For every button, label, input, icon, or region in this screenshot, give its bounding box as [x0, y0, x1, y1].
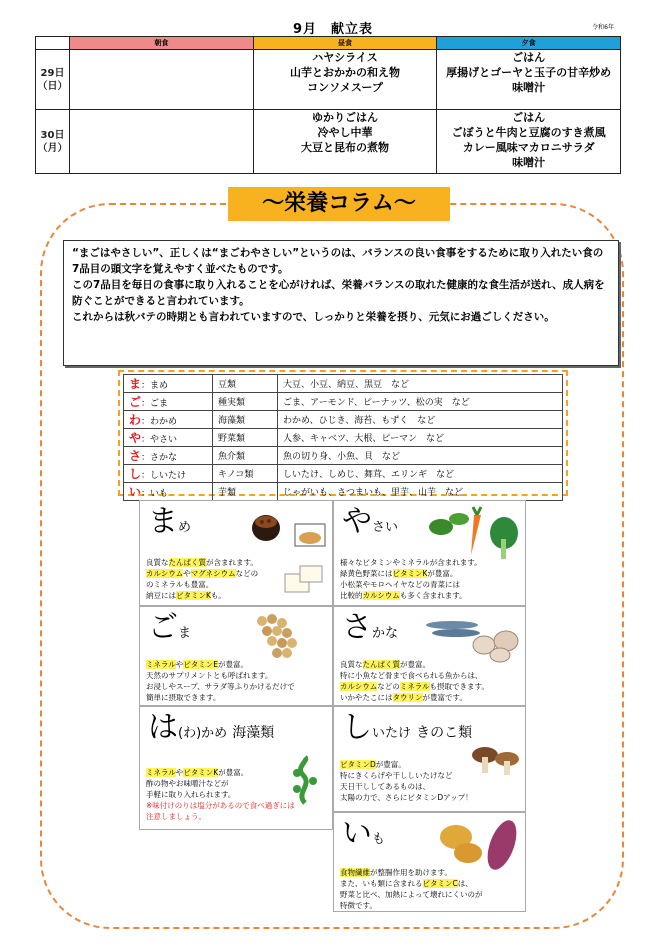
card-text-segment: 良質な	[146, 558, 169, 567]
card-heading	[148, 504, 192, 539]
card-text	[146, 557, 258, 601]
card-text-segment: 酢の物やお味噌汁などが	[146, 779, 229, 788]
card-line	[340, 670, 489, 681]
card-line	[340, 867, 483, 878]
card-text-segment: 比較的	[340, 591, 363, 600]
dish: 味噌汁	[512, 156, 546, 169]
card-text-segment: が含まれます。	[206, 558, 258, 567]
card-text	[146, 767, 295, 822]
dish: コンソメスープ	[307, 81, 383, 94]
card-line	[340, 878, 483, 889]
card-text-segment: 天日干ししてあるものは、	[340, 782, 430, 791]
card-line	[146, 789, 295, 800]
lunch-cell	[253, 50, 437, 110]
guide-examples: 人参、キャベツ、大根、ピーマン など	[278, 429, 563, 447]
card-text-segment: が豊富。	[375, 760, 406, 769]
card-text-segment: 小松菜やモロヘイヤなどの青菜には	[340, 580, 460, 589]
day: 30日	[40, 129, 65, 141]
breakfast-cell	[70, 110, 254, 174]
card-text-segment: も摂取できます。	[429, 682, 489, 691]
fish-shellfish-icon	[422, 611, 522, 663]
card-line	[340, 681, 489, 692]
card-line	[146, 579, 258, 590]
breakfast-header: 朝食	[70, 37, 254, 50]
guide-category: 豆類	[213, 375, 278, 393]
dish: カレー風味マカロニサラダ	[462, 141, 595, 154]
menu-row	[36, 50, 621, 110]
highlighted-nutrient: ビタミンD	[340, 760, 376, 769]
highlighted-nutrient: ミネラル	[146, 768, 176, 777]
lunch-header: 昼食	[253, 37, 437, 50]
guide-row	[124, 429, 563, 447]
card-heading	[342, 710, 473, 745]
guide-row	[124, 447, 563, 465]
dish: 厚揚げとゴーヤと玉子の甘辛炒め	[446, 66, 612, 79]
card-initial: ま	[148, 504, 178, 539]
guide-keyword: わ：わかめ	[124, 411, 213, 429]
guide-keyword: さ：さかな	[124, 447, 213, 465]
card-text-segment: また、いも類に含まれる	[340, 879, 423, 888]
dinner-cell	[437, 50, 621, 110]
card-sakana	[333, 606, 526, 706]
guide-initial: わ	[129, 413, 142, 427]
guide-initial: ま	[129, 377, 142, 391]
card-rest: め	[178, 520, 192, 535]
card-mame	[139, 500, 333, 606]
card-line	[146, 692, 295, 703]
guide-category: 魚介類	[213, 447, 278, 465]
card-line	[146, 778, 295, 789]
breakfast-cell	[70, 50, 254, 110]
guide-category: キノコ類	[213, 465, 278, 483]
card-text-segment: 特徴です。	[340, 901, 377, 910]
card-rest: も	[372, 832, 386, 847]
card-line	[146, 659, 295, 670]
card-text-segment: が豊富です。	[422, 693, 467, 702]
card-text-segment: や	[175, 660, 184, 669]
card-category: 海藻類	[232, 725, 275, 741]
card-line	[340, 792, 473, 803]
card-text-segment: が豊富。	[218, 768, 249, 777]
card-line	[340, 692, 489, 703]
highlighted-nutrient: マグネシウム	[190, 569, 236, 578]
vegetables-icon	[419, 505, 524, 561]
date-cell	[36, 50, 70, 110]
date-header	[36, 37, 70, 50]
weekday: （月）	[37, 142, 68, 154]
dish: 味噌汁	[512, 81, 546, 94]
highlighted-nutrient: ミネラル	[399, 682, 430, 691]
card-yasai	[333, 500, 526, 606]
card-text-segment: 簡単に摂取できます。	[146, 693, 221, 702]
highlighted-nutrient: ビタミンC	[422, 879, 458, 888]
card-text	[340, 867, 483, 911]
card-line	[340, 579, 482, 590]
highlighted-nutrient: ビタミンK	[392, 569, 428, 578]
card-text	[340, 659, 489, 703]
card-text-segment: などの	[235, 569, 259, 578]
card-heading	[342, 610, 399, 645]
card-line	[340, 781, 473, 792]
card-line	[340, 889, 483, 900]
card-text-segment: や	[183, 569, 191, 578]
warning-text: ※味付けのりは塩分があるので食べ過ぎには	[146, 801, 295, 810]
dinner-cell	[437, 110, 621, 174]
column-textbox	[63, 240, 619, 366]
guide-examples: 魚の切り身、小魚、貝 など	[278, 447, 563, 465]
card-initial: ご	[148, 610, 178, 645]
guide-keyword: ま：まめ	[124, 375, 213, 393]
card-line	[146, 811, 295, 822]
highlighted-nutrient: たんぱく質	[362, 660, 400, 669]
card-text-segment: は、	[457, 879, 473, 888]
card-line	[340, 759, 473, 770]
weekday: （日）	[37, 80, 68, 92]
dinner-header: 夕食	[437, 37, 621, 50]
potato-sweetpotato-icon	[434, 817, 524, 873]
card-rest: ま	[178, 626, 192, 641]
dish: ゆかりごはん	[311, 111, 378, 124]
highlighted-nutrient: カルシウム	[362, 591, 400, 600]
card-line	[146, 670, 295, 681]
card-line	[340, 590, 482, 601]
guide-initial: さ	[129, 449, 142, 463]
guide-keyword: し：しいたけ	[124, 465, 213, 483]
lunch-cell	[253, 110, 437, 174]
card-text-segment: お浸しやスープ、サラダ等ふりかけるだけで	[146, 682, 295, 691]
dish: ハヤシライス	[312, 51, 378, 64]
card-heading	[342, 504, 399, 539]
card-line	[340, 900, 483, 911]
card-initial: し	[342, 710, 372, 745]
card-imo	[333, 812, 526, 912]
guide-initial: や	[129, 431, 142, 445]
guide-category: 野菜類	[213, 429, 278, 447]
card-category: きのこ類	[416, 725, 473, 741]
card-line	[146, 767, 295, 778]
card-goma	[139, 606, 333, 706]
highlighted-nutrient: たんぱく質	[168, 558, 206, 567]
guide-category: 種実類	[213, 393, 278, 411]
era-label: 令和6年	[592, 24, 614, 31]
card-text-segment: 太陽の力で、さらにビタミンDアップ！	[340, 793, 473, 802]
card-initial: や	[342, 504, 372, 539]
dish: 大豆と昆布の煮物	[300, 141, 389, 154]
guide-row	[124, 393, 563, 411]
card-initial: い	[342, 816, 372, 851]
card-initial: は	[148, 710, 178, 745]
card-line	[146, 681, 295, 692]
card-text-segment: 特にきくらげや干ししいたけなど	[340, 771, 453, 780]
highlighted-nutrient: 食物繊維	[340, 868, 370, 877]
card-text-segment: が豊富。	[218, 660, 249, 669]
guide-examples: ごま、アーモンド、ピーナッツ、松の実 など	[278, 393, 563, 411]
warning-text: 注意しましょう。	[146, 812, 206, 821]
dish: ごはん	[512, 51, 546, 64]
sesame-icon	[242, 609, 322, 663]
card-rest: いたけ	[372, 726, 412, 741]
card-text-segment: も。	[210, 591, 226, 600]
card-text-segment: 手軽に取り入れられます。	[146, 790, 236, 799]
card-text-segment: が豊富。	[400, 660, 430, 669]
column-paragraph: この7品目を毎日の食事に取り入れることを心がければ、栄養バランスの取れた健康的な食生活が送れ、成人病を防ぐことができると言われています。	[72, 279, 605, 307]
date-cell	[36, 110, 70, 174]
dish: 冷やし中華	[317, 126, 373, 139]
card-rest: (わ)かめ	[178, 726, 228, 741]
card-text-segment: のミネラルも豊富。	[146, 580, 214, 589]
card-heading	[342, 816, 386, 851]
dish: ごはん	[512, 111, 546, 124]
card-text-segment: 野菜と比べ、加熱によって壊れにくいのが	[340, 890, 483, 899]
card-line	[146, 568, 258, 579]
card-heading	[148, 610, 192, 645]
dish: ごぼうと牛肉と豆腐のすき煮風	[451, 126, 606, 139]
dish: 山芋とおかかの和え物	[289, 66, 400, 79]
highlighted-nutrient: ビタミンE	[183, 660, 219, 669]
card-wakame	[139, 706, 333, 830]
guide-category: 海藻類	[213, 411, 278, 429]
card-text-segment: 様々なビタミンやミネラルが含まれます。	[340, 558, 482, 567]
card-text-segment: 特に小魚など骨まで食べられる魚からは、	[340, 671, 483, 680]
highlighted-nutrient: ビタミンK	[176, 591, 211, 600]
guide-category: 芋類	[213, 483, 278, 501]
food-guide-table	[123, 374, 563, 501]
card-text-segment: 良質な	[340, 660, 363, 669]
guide-keyword: ご：ごま	[124, 393, 213, 411]
guide-keyword: い：いも	[124, 483, 213, 501]
guide-initial: い	[129, 485, 142, 499]
guide-row	[124, 411, 563, 429]
guide-row	[124, 465, 563, 483]
card-text	[340, 759, 473, 803]
card-line	[146, 557, 258, 568]
menu-row	[36, 110, 621, 174]
card-text-segment: 緑黄色野菜には	[340, 569, 393, 578]
page-title: 9月 献立表	[292, 22, 374, 37]
card-text-segment: も多く含まれます。	[399, 591, 467, 600]
card-text	[340, 557, 482, 601]
column-title: ～栄養コラム～	[228, 187, 450, 221]
card-text	[146, 659, 295, 703]
day: 29日	[40, 67, 65, 79]
guide-initial: ご	[129, 395, 142, 409]
column-paragraph: これからは秋バテの時期とも言われていますので、しっかりと栄養を摂り、元気にお過ごしください。	[72, 311, 555, 323]
card-line	[340, 770, 473, 781]
card-text-segment: いかやたこには	[340, 693, 393, 702]
card-rest: かな	[372, 626, 399, 641]
highlighted-nutrient: ミネラル	[146, 660, 176, 669]
card-text-segment: が整腸作用を助けます。	[370, 868, 452, 877]
card-line	[146, 800, 295, 811]
guide-initial: し	[129, 467, 142, 481]
card-initial: さ	[342, 610, 372, 645]
card-line	[146, 590, 258, 601]
guide-examples: じゃがいも、さつまいも、里芋、山芋 など	[278, 483, 563, 501]
menu-header-row	[36, 37, 621, 50]
guide-examples: 大豆、小豆、納豆、黒豆 など	[278, 375, 563, 393]
highlighted-nutrient: タウリン	[392, 693, 423, 702]
menu-table	[35, 36, 621, 174]
card-rest: さい	[372, 520, 399, 535]
guide-row	[124, 483, 563, 501]
guide-keyword: や：やさい	[124, 429, 213, 447]
card-text-segment: が豊富。	[427, 569, 458, 578]
highlighted-nutrient: カルシウム	[340, 682, 378, 691]
guide-examples: わかめ、ひじき、海苔、もずく など	[278, 411, 563, 429]
card-line	[340, 659, 489, 670]
guide-examples: しいたけ、しめじ、舞茸、エリンギ など	[278, 465, 563, 483]
mushroom-icon	[469, 743, 525, 777]
card-text-segment: 天然のサプリメントとも呼ばれます。	[146, 671, 273, 680]
card-line	[340, 568, 482, 579]
card-heading	[148, 710, 275, 745]
card-shiitake	[333, 706, 526, 812]
card-text-segment: 納豆には	[146, 591, 176, 600]
card-text-segment: などの	[377, 682, 400, 691]
guide-row	[124, 375, 563, 393]
highlighted-nutrient: カルシウム	[146, 569, 184, 578]
card-text-segment: や	[175, 768, 184, 777]
card-line	[340, 557, 482, 568]
column-paragraph: “まごはやさしい”、正しくは“まごわやさしい”というのは、バランスの良い食事をするために取り入れたい食の7品目の頭文字を覚えやすく並べたものです。	[72, 247, 604, 275]
highlighted-nutrient: ビタミンK	[183, 768, 219, 777]
